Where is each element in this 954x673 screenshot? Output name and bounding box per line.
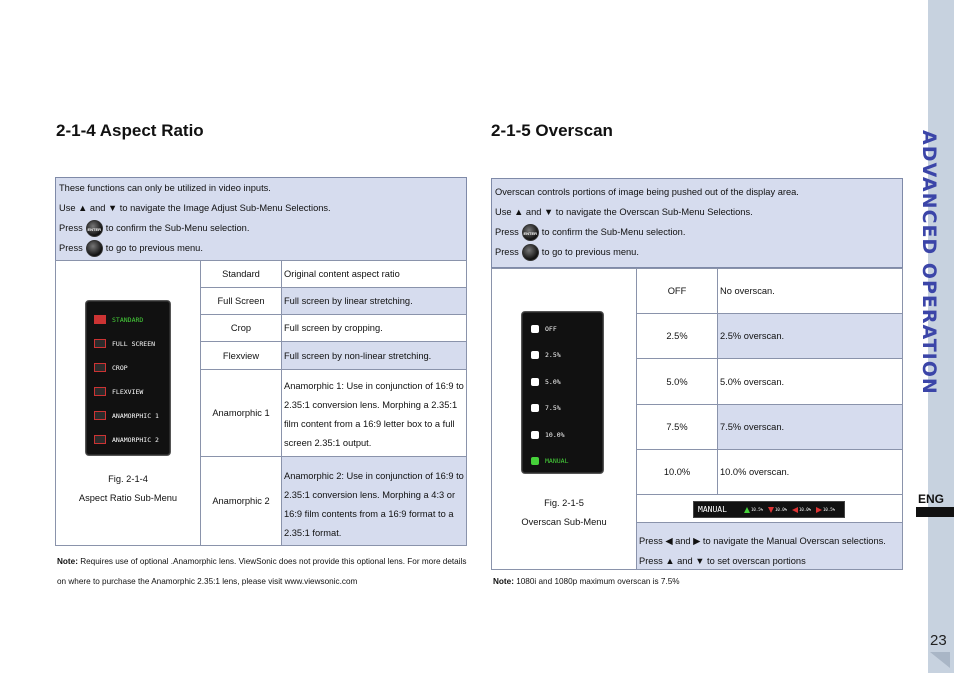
manual-overscan-bar: [693, 501, 845, 518]
osd-item: FULL SCREEN: [94, 339, 155, 348]
aspect-flexview-icon: [94, 387, 106, 396]
overscan-intro-line-3: Press ENTER to confirm the Sub-Menu selection.: [492, 222, 902, 242]
aspect-row-desc: Anamorphic 2: Use in conjunction of 16:9 to 2.35:1 conversion lens. Morphing a 4:3 or 16:9 film contents from a 16:9 format to a 2.35:1 format.: [281, 456, 467, 546]
overscan-row-name: 5.0%: [636, 358, 718, 405]
overscan-row-desc: 5.0% overscan.: [717, 358, 903, 405]
overscan-intro-box: [491, 178, 903, 268]
overscan-intro-line-2: Use ▲ and ▼ to navigate the Overscan Sub-Menu Selections.: [495, 207, 753, 217]
osd-item: ANAMORPHIC 1: [94, 411, 159, 420]
option-dot-icon: [531, 431, 539, 439]
aspect-crop-icon: [94, 363, 106, 372]
aspect-row-name: Anamorphic 1: [200, 369, 282, 457]
aspect-row-desc: Full screen by cropping.: [281, 314, 467, 342]
aspect-intro-line-2: Use ▲ and ▼ to navigate the Image Adjust Sub-Menu Selections.: [59, 203, 331, 213]
overscan-row-name: OFF: [636, 268, 718, 314]
language-label: ENG: [918, 492, 945, 506]
overscan-intro-line-4: Press to go to previous menu.: [492, 242, 902, 262]
overscan-fig-caption: Overscan Sub-Menu: [521, 517, 607, 527]
overscan-fig-number: Fig. 2-1-5: [544, 498, 584, 508]
option-dot-selected-icon: [531, 457, 539, 465]
overscan-row-name: 7.5%: [636, 404, 718, 450]
osd-item: STANDARD: [94, 315, 143, 324]
aspect-intro-line-1: These functions can only be utilized in video inputs.: [59, 183, 271, 193]
overscan-note: Note: 1080i and 1080p maximum overscan is 7.5%: [493, 577, 680, 586]
overscan-intro-line-1: Overscan controls portions of image being pushed out of the display area.: [495, 187, 799, 197]
manual-label: MANUAL: [698, 505, 727, 514]
arrow-up-icon: [744, 507, 750, 513]
language-bar: [916, 507, 954, 517]
overscan-row-desc: 2.5% overscan.: [717, 313, 903, 359]
arrow-down-icon: [768, 507, 774, 513]
osd-item: 5.0%: [531, 378, 561, 386]
osd-item: 2.5%: [531, 351, 561, 359]
osd-item: CROP: [94, 363, 128, 372]
aspect-row-desc: Anamorphic 1: Use in conjunction of 16:9 to 2.35:1 conversion lens. Morphing a 2.35:1 film content from a 16:9 letter box to a full screen 2.35:1 output.: [281, 369, 467, 457]
overscan-row-name: 2.5%: [636, 313, 718, 359]
manual-instruction-line: Press ◀ and ▶ to navigate the Manual Overscan selections.: [639, 536, 886, 546]
osd-item: MANUAL: [531, 457, 568, 465]
aspect-row-name: Anamorphic 2: [200, 456, 282, 546]
aspect-intro-box: [55, 177, 467, 261]
manual-top-option: 10.5%: [744, 507, 768, 513]
option-dot-icon: [531, 351, 539, 359]
aspect-row-name: Flexview: [200, 341, 282, 370]
aspect-fullscreen-icon: [94, 339, 106, 348]
aspect-fig-number: Fig. 2-1-4: [108, 474, 148, 484]
page-corner: [930, 652, 950, 668]
aspect-note: Note: Requires use of optional .Anamorphic lens. ViewSonic does not provide this optional lens. For more details on where to purchase the Anamorphic 2.35:1 lens, please visit www.viewsonic.com: [57, 557, 467, 586]
option-dot-icon: [531, 325, 539, 333]
aspect-intro-line-4: Press to go to previous menu.: [56, 238, 466, 258]
overscan-row-desc: 10.0% overscan.: [717, 449, 903, 495]
osd-item: FLEXVIEW: [94, 387, 143, 396]
overscan-manual-instructions: [636, 522, 903, 570]
aspect-row-desc: Full screen by linear stretching.: [281, 287, 467, 315]
enter-button-icon: ENTER: [522, 224, 539, 241]
back-button-icon: [86, 240, 103, 257]
aspect-row-desc: Original content aspect ratio: [281, 260, 467, 288]
arrow-right-icon: [816, 507, 822, 513]
aspect-row-name: Full Screen: [200, 287, 282, 315]
aspect-row-name: Crop: [200, 314, 282, 342]
option-dot-icon: [531, 378, 539, 386]
page-number: 23: [930, 632, 947, 649]
aspect-standard-icon: [94, 315, 106, 324]
manual-bottom-option: 10.0%: [768, 507, 792, 513]
osd-item: 7.5%: [531, 404, 561, 412]
aspect-anamorphic2-icon: [94, 435, 106, 444]
overscan-heading: 2-1-5 Overscan: [491, 121, 613, 140]
aspect-intro-line-3: Press ENTER to confirm the Sub-Menu selection.: [56, 218, 466, 238]
overscan-row-desc: 7.5% overscan.: [717, 404, 903, 450]
osd-item: OFF: [531, 325, 557, 333]
back-button-icon: [522, 244, 539, 261]
manual-left-option: 10.0%: [792, 507, 816, 513]
overscan-osd-menu: [521, 311, 604, 474]
aspect-fig-caption: Aspect Ratio Sub-Menu: [78, 493, 178, 503]
aspect-heading: 2-1-4 Aspect Ratio: [56, 121, 204, 140]
enter-button-icon: ENTER: [86, 220, 103, 237]
osd-item: 10.0%: [531, 431, 565, 439]
arrow-left-icon: [792, 507, 798, 513]
overscan-row-name: 10.0%: [636, 449, 718, 495]
aspect-row-desc: Full screen by non-linear stretching.: [281, 341, 467, 370]
overscan-row-desc: No overscan.: [717, 268, 903, 314]
aspect-osd-menu: [85, 300, 171, 456]
manual-instruction-line: Press ▲ and ▼ to set overscan portions: [639, 556, 806, 566]
option-dot-icon: [531, 404, 539, 412]
aspect-row-name: Standard: [200, 260, 282, 288]
manual-right-option: 10.5%: [816, 507, 840, 513]
osd-item: ANAMORPHIC 2: [94, 435, 159, 444]
aspect-anamorphic1-icon: [94, 411, 106, 420]
